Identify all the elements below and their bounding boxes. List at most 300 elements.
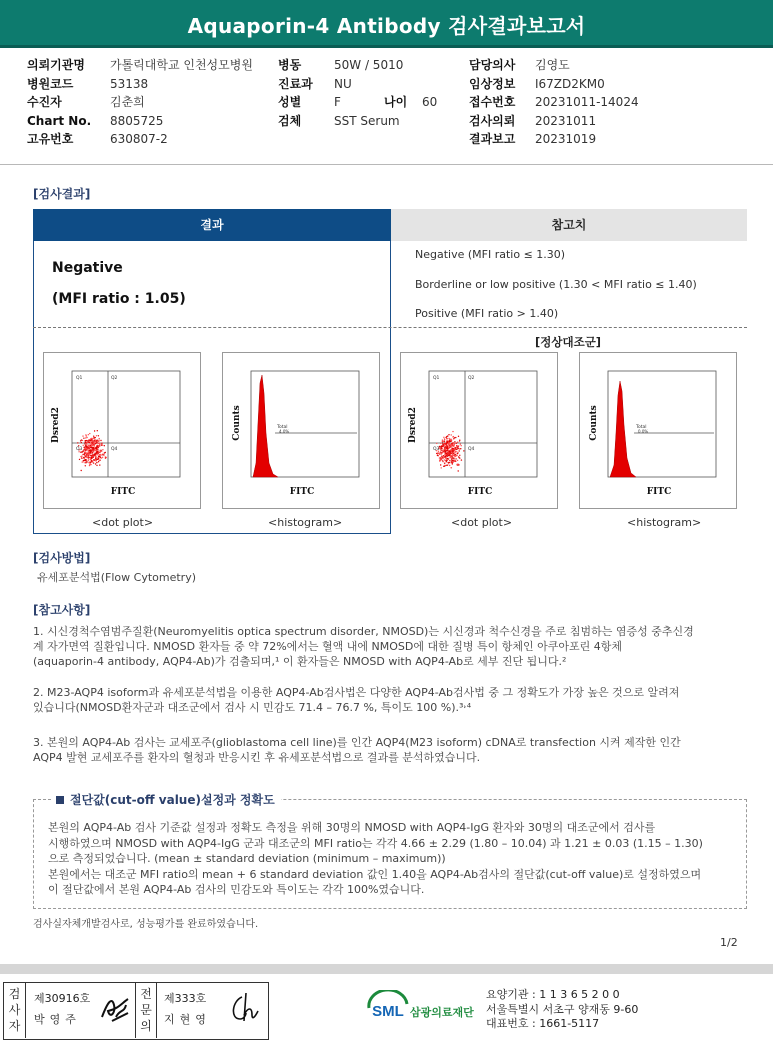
dot — [446, 455, 447, 456]
dot — [84, 459, 85, 460]
info-label: 진료과 — [278, 76, 313, 91]
reference-header: 참고치 — [391, 209, 747, 241]
dot — [442, 446, 443, 447]
dot — [450, 446, 451, 447]
dot — [90, 462, 91, 463]
dot — [93, 436, 94, 437]
info-value: F — [334, 95, 341, 109]
dot — [458, 456, 459, 457]
info-label: 결과보고 — [469, 132, 516, 146]
dot — [99, 464, 100, 465]
dot — [97, 430, 98, 431]
dot — [91, 460, 92, 461]
y-axis-label: Counts — [589, 405, 599, 441]
dot — [452, 461, 453, 462]
dot — [83, 445, 84, 446]
note-line: 3. 본원의 AQP4-Ab 검사는 교세포주(glioblastoma cell line)를 인간 AQP4(M23 isoform) cDNA로 transfection 시켜 제작한 인간 — [33, 736, 681, 749]
dot — [95, 463, 96, 464]
dot — [453, 436, 454, 437]
signature-box — [3, 982, 269, 1040]
validation-note: 검사실자체개발검사로, 성능평가를 완료하였습니다. — [33, 919, 259, 930]
dot — [458, 470, 459, 471]
dot — [441, 458, 442, 459]
dot — [99, 446, 100, 447]
dot — [444, 439, 445, 440]
info-row — [278, 112, 437, 131]
info-row — [27, 75, 253, 94]
dot — [444, 459, 445, 460]
result-mfi-ratio: (MFI ratio : 1.05) — [52, 291, 186, 307]
quadrant-label: Q1 — [433, 376, 440, 381]
dot — [93, 457, 94, 458]
dot — [81, 442, 82, 443]
dot-plot-caption: <dot plot> — [451, 516, 513, 529]
dot — [89, 433, 90, 434]
dot — [98, 461, 99, 462]
dot — [90, 459, 91, 460]
dot — [77, 442, 78, 443]
dot — [455, 455, 456, 456]
quadrant-label: Q2 — [111, 376, 118, 381]
dot — [96, 451, 97, 452]
dot — [457, 448, 458, 449]
note-line: AQP4 발현 교세포주를 환자의 혈청과 반응시킨 후 유세포분석법으로 결과를 분석하였습니다. — [33, 751, 481, 764]
dot — [444, 444, 445, 445]
dot — [449, 443, 450, 444]
info-value: SST Serum — [334, 113, 400, 128]
dot — [441, 450, 442, 451]
dot — [456, 447, 457, 448]
dot — [96, 442, 97, 443]
dot — [86, 452, 87, 453]
dot — [91, 455, 92, 456]
sml-logo-icon — [367, 990, 409, 1026]
dot — [102, 449, 103, 450]
dot — [85, 440, 86, 441]
dot — [106, 457, 107, 458]
dot — [88, 457, 89, 458]
x-axis-label: FITC — [110, 487, 136, 497]
dot — [89, 454, 90, 455]
dot — [86, 461, 87, 462]
dot — [461, 459, 462, 460]
dot — [97, 454, 98, 455]
dot — [449, 462, 450, 463]
info-value: 가톨릭대학교 인천성모병원 — [110, 58, 253, 72]
page-number: 1/2 — [720, 936, 738, 949]
info-value: 김영도 — [535, 58, 570, 72]
dot — [443, 458, 444, 459]
dot — [101, 454, 102, 455]
info-row — [278, 75, 437, 94]
dot — [99, 438, 100, 439]
dot — [104, 445, 105, 446]
square-bullet-icon — [56, 796, 64, 804]
dot — [94, 453, 95, 454]
dot — [88, 434, 89, 435]
dot — [85, 465, 86, 466]
dot — [450, 467, 451, 468]
dot — [92, 454, 93, 455]
info-value: 김춘희 — [110, 95, 145, 109]
dot — [85, 456, 86, 457]
examiner-signature-icon — [98, 991, 132, 1025]
dot — [86, 442, 87, 443]
dot — [82, 435, 83, 436]
dot — [97, 453, 98, 454]
dot — [450, 441, 451, 442]
dot — [440, 443, 441, 444]
dot — [80, 456, 81, 457]
info-label: 병원코드 — [27, 76, 74, 91]
dot — [451, 434, 452, 435]
dot — [85, 434, 86, 435]
dot — [437, 455, 438, 456]
dot — [459, 450, 460, 451]
dot — [460, 444, 461, 445]
dot — [436, 443, 437, 444]
info-value: NU — [334, 76, 352, 91]
org-name: 삼광의료재단 — [410, 1006, 474, 1019]
dot — [85, 441, 86, 442]
dot — [92, 447, 93, 448]
dot-cloud — [436, 431, 465, 472]
info-label: 의뢰기관명 — [27, 58, 85, 72]
info-row — [27, 93, 253, 112]
dot — [88, 459, 89, 460]
dot — [456, 443, 457, 444]
report-title: Aquaporin-4 Antibody 검사결과보고서 — [187, 14, 586, 38]
cutoff-line: 본원의 AQP4-Ab 검사 기준값 설정과 정확도 측정을 위해 30명의 NMOSD with AQP4-IgG 환자와 30명의 대조군에서 검사를 — [48, 821, 656, 834]
examiner-label: 검사자 — [4, 983, 26, 1038]
dot — [79, 459, 80, 460]
dot — [83, 457, 84, 458]
dashed-divider — [33, 327, 747, 328]
dot — [86, 446, 87, 447]
dot — [457, 452, 458, 453]
dot — [445, 460, 446, 461]
dot — [91, 449, 92, 450]
info-value: I67ZD2KM0 — [535, 76, 605, 91]
dot — [83, 447, 84, 448]
quadrant-label: Q4 — [468, 447, 475, 452]
info-row — [469, 75, 639, 94]
dot — [439, 459, 440, 460]
age-label: 나이 — [384, 95, 408, 109]
dot — [94, 445, 95, 446]
dot — [439, 460, 440, 461]
dot — [456, 451, 457, 452]
method-section-title: [검사방법] — [33, 551, 91, 565]
dot — [88, 439, 89, 440]
dot — [455, 452, 456, 453]
dot — [454, 437, 455, 438]
dot — [449, 441, 450, 442]
reference-negative: Negative (MFI ratio ≤ 1.30) — [415, 248, 566, 261]
dot — [87, 449, 88, 450]
info-label: 임상정보 — [469, 76, 516, 91]
info-value: 50W / 5010 — [334, 58, 404, 72]
result-value: Negative — [52, 260, 123, 276]
quadrant-label: Q1 — [76, 376, 83, 381]
dot — [441, 448, 442, 449]
note-line: 2. M23-AQP4 isoform과 유세포분석법을 이용한 AQP4-Ab검사법은 다양한 AQP4-Ab검사법 중 그 정확도가 가장 높은 것으로 알려져 — [33, 686, 680, 699]
dot — [451, 461, 452, 462]
dot — [95, 456, 96, 457]
dot — [99, 460, 100, 461]
divider — [0, 164, 773, 165]
info-label: 검체 — [278, 113, 302, 128]
histogram-caption: <histogram> — [268, 516, 343, 529]
dot — [93, 450, 94, 451]
histogram-annotation: Total — [277, 425, 288, 430]
dot — [87, 440, 88, 441]
info-row — [469, 112, 639, 131]
dot — [441, 453, 442, 454]
dot — [90, 464, 91, 465]
dot — [446, 465, 447, 466]
cutoff-line: 이 절단값에서 본원 AQP4-Ab 검사의 민감도와 특이도는 각각 100%였습니다. — [48, 883, 425, 896]
dot — [85, 446, 86, 447]
dot — [452, 442, 453, 443]
dot — [95, 458, 96, 459]
dot — [449, 444, 450, 445]
dot — [92, 442, 93, 443]
dot — [463, 450, 464, 451]
dot — [82, 461, 83, 462]
dot — [456, 455, 457, 456]
info-label: 검사의뢰 — [469, 113, 516, 128]
dot — [441, 456, 442, 457]
reference-borderline: Borderline or low positive (1.30 < MFI ratio ≤ 1.40) — [415, 278, 697, 291]
info-value: 20231011-14024 — [535, 95, 639, 109]
quadrant-label: Q2 — [468, 376, 475, 381]
info-column-2 — [278, 56, 437, 130]
x-axis-label: FITC — [289, 487, 315, 497]
dot — [98, 456, 99, 457]
dot — [454, 443, 455, 444]
examiner-license-no: 제30916호 — [34, 992, 91, 1005]
dot — [449, 451, 450, 452]
dot — [455, 437, 456, 438]
dot — [443, 455, 444, 456]
dot — [446, 450, 447, 451]
info-row — [27, 130, 253, 149]
dot — [89, 442, 90, 443]
dot — [445, 446, 446, 447]
dot — [89, 464, 90, 465]
info-label: Chart No. — [27, 113, 92, 128]
histogram-annotation: 4.0% — [279, 429, 290, 434]
x-axis-label: FITC — [646, 487, 672, 497]
cutoff-line: 본원에서는 대조군 MFI ratio의 mean + 6 standard deviation 값인 1.40을 AQP4-Ab검사의 절단값(cut-off value)로 설정하였으며 — [48, 867, 702, 881]
dot — [443, 461, 444, 462]
dot — [453, 450, 454, 451]
control-dot-plot — [400, 352, 558, 509]
footer-band — [0, 964, 773, 974]
dot — [450, 455, 451, 456]
dot — [447, 446, 448, 447]
info-value: 53138 — [110, 76, 149, 91]
dot — [457, 460, 458, 461]
dot — [87, 454, 88, 455]
info-value: 8805725 — [110, 113, 164, 128]
note-line: 1. 시신경척수염범주질환(Neuromyelitis optica spectrum disorder, NMOSD)는 시신경과 척수신경을 주로 침범하는 염증성 중추신경 — [33, 625, 694, 638]
dot — [453, 453, 454, 454]
dot — [88, 445, 89, 446]
dot — [81, 457, 82, 458]
dot — [84, 443, 85, 444]
dot — [91, 457, 92, 458]
dot — [459, 440, 460, 441]
dot — [440, 464, 441, 465]
dot — [439, 454, 440, 455]
cutoff-line: 시행하였으며 NMOSD with AQP4-IgG 군과 대조군의 MFI ratio는 각각 4.66 ± 2.29 (1.80 – 10.04) 과 1.21 ± 0.03 (1.15 – 1.30) — [48, 836, 703, 850]
quadrant-label: Q4 — [111, 447, 118, 452]
dot — [99, 450, 100, 451]
dot — [449, 460, 450, 461]
dot — [451, 448, 452, 449]
dot — [100, 440, 101, 441]
dot — [86, 437, 87, 438]
dot — [454, 441, 455, 442]
cutoff-text — [48, 820, 703, 898]
cutoff-title — [52, 791, 281, 808]
result-header: 결과 — [33, 209, 391, 241]
result-section-title: [검사결과] — [33, 187, 91, 201]
note-paragraph-3 — [33, 735, 681, 765]
specialist-label: 전문의 — [135, 983, 157, 1038]
histogram-caption: <histogram> — [627, 516, 702, 529]
y-axis-label: Dsred2 — [408, 407, 418, 443]
dot — [82, 454, 83, 455]
dot — [452, 454, 453, 455]
info-label: 수진자 — [27, 95, 62, 109]
dot — [93, 462, 94, 463]
dot — [448, 434, 449, 435]
dot — [97, 449, 98, 450]
note-paragraph-1 — [33, 624, 694, 669]
logo-text: SML — [372, 1003, 404, 1020]
info-label: 담당의사 — [469, 58, 516, 72]
dot — [96, 445, 97, 446]
dot — [453, 457, 454, 458]
dot — [99, 442, 100, 443]
dot — [444, 462, 445, 463]
dot — [440, 457, 441, 458]
dot — [449, 465, 450, 466]
dot — [446, 443, 447, 444]
normal-control-label: [정상대조군] — [535, 335, 602, 349]
dot — [460, 448, 461, 449]
info-row — [469, 130, 639, 149]
info-column-1 — [27, 56, 253, 149]
dot — [93, 438, 94, 439]
dot — [93, 459, 94, 460]
dot — [86, 448, 87, 449]
dot — [98, 435, 99, 436]
dot — [88, 462, 89, 463]
dot — [441, 467, 442, 468]
info-row — [469, 93, 639, 112]
y-axis-label: Counts — [232, 405, 242, 441]
dot — [84, 454, 85, 455]
dot — [452, 460, 453, 461]
dot — [443, 466, 444, 467]
specialist-license-no: 제333호 — [164, 992, 207, 1005]
info-row — [278, 93, 437, 112]
dot — [459, 455, 460, 456]
dot — [445, 453, 446, 454]
note-paragraph-2 — [33, 685, 679, 715]
specialist-signature-icon — [226, 989, 266, 1027]
info-row — [278, 56, 437, 75]
dot — [452, 431, 453, 432]
dot — [454, 460, 455, 461]
dot — [81, 439, 82, 440]
y-axis-label: Dsred2 — [51, 407, 61, 443]
dot — [96, 465, 97, 466]
dot — [85, 450, 86, 451]
info-label: 병동 — [278, 58, 302, 72]
examiner-name: 박영주 — [34, 1013, 81, 1026]
dot — [452, 463, 453, 464]
age-value: 60 — [422, 95, 438, 109]
note-line: 있습니다(NMOSD환자군과 대조군에서 검사 시 민감도 71.4 – 76.7 %, 특이도 100 %).³˒⁴ — [33, 701, 472, 714]
dot — [95, 440, 96, 441]
info-value: 20231011 — [535, 113, 597, 128]
dot — [87, 457, 88, 458]
info-label: 고유번호 — [27, 132, 74, 146]
dot — [445, 437, 446, 438]
dot — [95, 449, 96, 450]
org-info — [486, 988, 638, 1032]
dot — [98, 440, 99, 441]
dot — [99, 444, 100, 445]
dot — [442, 441, 443, 442]
dot — [446, 438, 447, 439]
dot — [448, 455, 449, 456]
dot — [94, 430, 95, 431]
info-row — [469, 56, 639, 75]
dot — [451, 458, 452, 459]
dot — [94, 455, 95, 456]
x-axis-label: FITC — [467, 487, 493, 497]
dot — [456, 464, 457, 465]
reference-positive: Positive (MFI ratio > 1.40) — [415, 307, 559, 320]
dot — [102, 457, 103, 458]
info-label: 성별 — [278, 95, 302, 109]
dot — [438, 453, 439, 454]
dot — [453, 448, 454, 449]
dot — [91, 443, 92, 444]
dot — [102, 453, 103, 454]
dot — [83, 438, 84, 439]
dot — [89, 452, 90, 453]
dot — [96, 454, 97, 455]
note-line: 계 자가면역 질환입니다. NMOSD 환자들 중 약 72%에서는 혈액 내에 NMOSD에 대한 질병 특이 항체인 아쿠아포린 4항체 — [33, 640, 622, 653]
org-info-line: 서울특별시 서초구 양재동 9-60 — [486, 1002, 639, 1016]
dot — [88, 447, 89, 448]
dot — [448, 463, 449, 464]
histogram-annotation: 0.0% — [638, 429, 649, 434]
info-value: 20231019 — [535, 132, 597, 146]
info-row — [27, 112, 253, 131]
method-text: 유세포분석법(Flow Cytometry) — [37, 571, 197, 584]
org-info-line: 대표번호 : 1661-5117 — [486, 1017, 600, 1030]
control-histogram — [579, 352, 737, 509]
report-title-bar — [0, 0, 773, 48]
